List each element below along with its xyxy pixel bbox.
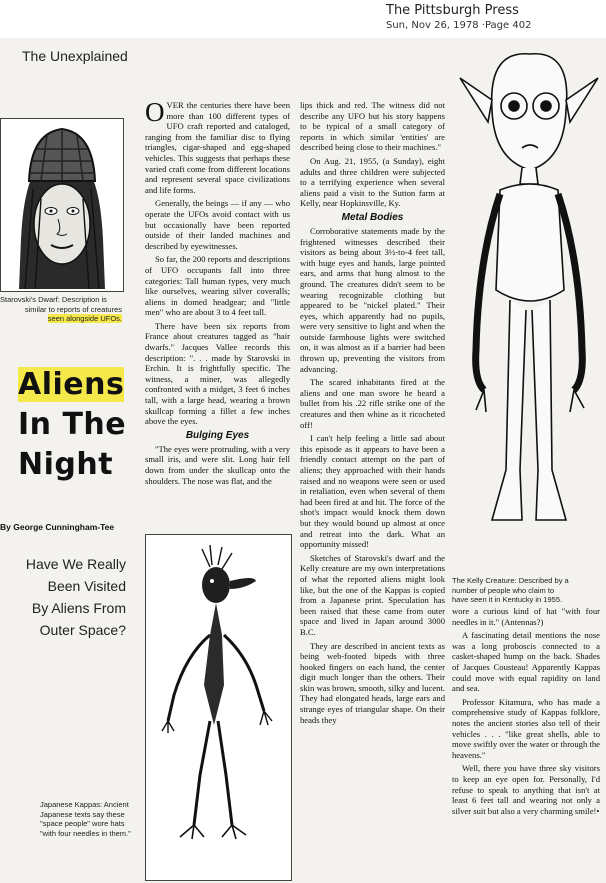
paragraph: Corroborative statements made by the frightened witnesses described their visitors as being about 3½-to-4 feet tall, with huge eyes and hands, large pointed ears, and arms that hung almost to the ground. The creatures didn't seem to be wearing recognizable clothing but appeared to be "nickel plated." Their eyes, which apparently had no pupils, were very sensitive to light and when the outside farmhouse lights were switched on, it was almost as if a barrier had been thrown up, preventing the visitors from advancing. <box>300 225 445 374</box>
subhead-bulging-eyes: Bulging Eyes <box>185 429 250 441</box>
article-column-2 <box>300 100 445 880</box>
kelly-caption: The Kelly Creature: Described by a number of people who claim to have seen it in Kentucky in 1955. <box>452 576 569 604</box>
paragraph: wore a curious kind of hat "with four needles in it." (Antennas?) <box>452 606 600 627</box>
headline <box>18 365 126 485</box>
dwarf-caption <box>0 295 122 324</box>
headline-line-2: In The <box>18 407 127 442</box>
newspaper-title: The Pittsburgh Press <box>386 3 519 18</box>
paragraph: lips thick and red. The witness did not describe any UFO but his story happens to be typical of a small category of reports in which similar 'entities' are described being close to their machines." <box>300 100 445 153</box>
article-column-3 <box>452 606 600 881</box>
paragraph: Well, there you have three sky visitors to keep an eye open for. Personally, I'd refuse to speak to anything that isn't at least 6 feet tall and wearing not only a silver suit but also a very charming smile!• <box>452 763 600 816</box>
masthead <box>0 0 606 38</box>
paragraph: So far, the 200 reports and descriptions of UFO occupants fall into three categories: Tall human types, very much like ourselves, wearing silver coveralls; aliens in domed headgear; and "little men" who are about 3 to 4 feet tall. <box>145 254 290 318</box>
caption-line: similar to reports of creatures <box>24 304 122 314</box>
paragraph: OVER the centuries there have been more than 100 different types of UFO craft reported and cataloged, ranging from the familiar disc to flying triangles, cigar-shaped and egg-shaped vehicles. This suggests that perhaps these varied craft come from different locations and represent several space civilizations and life forms. <box>145 100 290 195</box>
article-column-1 <box>145 100 290 540</box>
paragraph: "The eyes were protruding, with a very small iris, and were slit. Long hair fell down from under the skullcap onto the shoulders. The nose was flat, and the <box>145 443 290 486</box>
subhead-metal-bodies: Metal Bodies <box>341 211 404 223</box>
paragraph: There have been six reports from France about creatures tagged as "hair dwarfs." Jacques Vallee records this description: ". . . made by Starovski in Erchin. It is frightfully specific. The witness, a miner, was allegedly confronted with a midget, 3 feet 6 inches tall, with a large head, wearing a brown skullcap forming a fillet a few inches above the eyes. <box>145 320 290 427</box>
section-label: The Unexplained <box>22 48 128 64</box>
paragraph: Sketches of Starovski's dwarf and the Kelly creature are my own interpretations of what the reported aliens might look like, but the one of the Kappas is copied from a Japanese print. Speculation has been raised that these came from outer space and lived in Japan around 3000 B.C. <box>300 552 445 637</box>
byline: By George Cunningham-Tee <box>0 522 115 532</box>
issue-date-page: Sun, Nov 26, 1978 ·Page 402 <box>386 20 532 31</box>
paragraph: They are described in ancient texts as being web-footed bipeds with three hooked fingers on each hand, the center digit much longer than the others. Their skin was brown, smooth, silky and lucent. They had elongated heads, large ears and strange eyes of triangular shape. On their heads they <box>300 640 445 725</box>
caption-line: Starovski's Dwarf: Description is <box>0 295 107 304</box>
paragraph: Professor Kitamura, who has made a comprehensive study of Kappas folklore, notes the ancient stories also tell of their vehicles . . . "like great shells, able to move swiftly over the water or through the heavens." <box>452 696 600 760</box>
dwarf-illustration <box>0 118 124 292</box>
kappa-illustration <box>145 534 292 881</box>
paragraph: Generally, the beings — if any — who operate the UFOs avoid contact with us but occasionally have been reported outside of their landed machines and described by eyewitnesses. <box>145 198 290 251</box>
kelly-creature-illustration <box>452 50 604 570</box>
paragraph: The scared inhabitants fired at the aliens and one man swore he heard a bullet from his .22 rifle strike one of the creatures and then whine as it ricocheted off! <box>300 377 445 430</box>
headline-line-3: Night <box>18 447 114 482</box>
deck: Have We Really Been Visited By Aliens From Outer Space? <box>25 556 126 638</box>
caption-line: seen alongside UFOs. <box>47 314 122 323</box>
paragraph: I can't help feeling a little sad about this episode as it appears to have been a friendly contact attempt on the part of aliens; they approached with their hands raised and no weapons were seen or used in retaliation, even when several of them had been fired at and hit. The force of the shot's impact would knock them down but they would bound up almost at once and retreat into the dark. What an opportunity missed! <box>300 433 445 550</box>
headline-line-1: Aliens <box>18 367 125 402</box>
paragraph: A fascinating detail mentions the nose was a long proboscis connected to a casket-shaped hump on the back. Shades of Jacques Cousteau! Apparently Kappas could move with equal rapidity on land and sea. <box>452 630 600 694</box>
newspaper-page <box>0 38 606 883</box>
paragraph: On Aug. 21, 1955, (a Sunday), eight adults and three children were subjected to a terrifying experience when several aliens paid a visit to the Sutton farm at Kelly, near Hopkinsville, Ky. <box>300 155 445 209</box>
kappa-caption: Japanese Kappas: Ancient Japanese texts say these "space people" wore hats "with four needles in them." <box>40 800 131 838</box>
